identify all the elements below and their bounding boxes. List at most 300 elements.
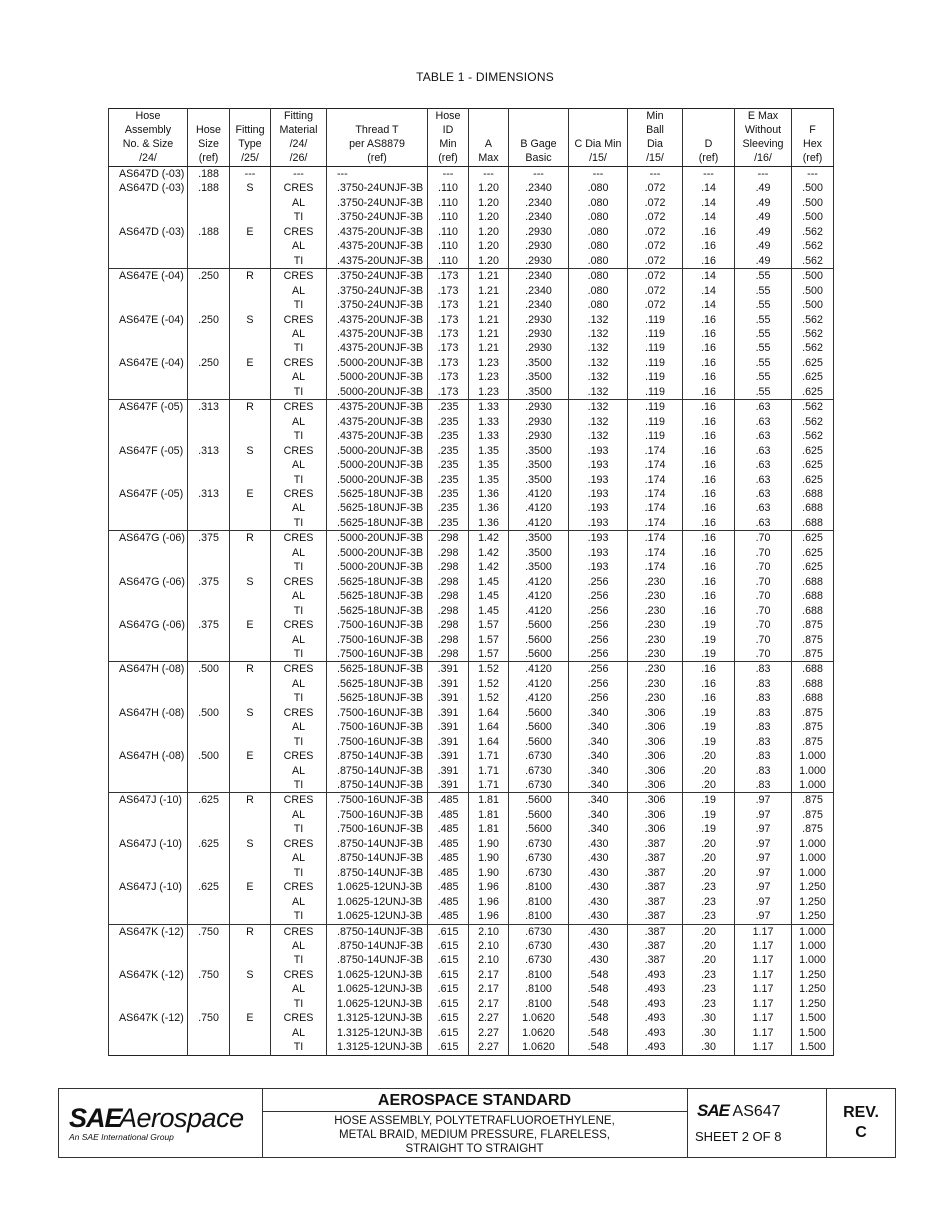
table-cell: 1.000	[792, 924, 834, 939]
table-cell: .230	[628, 589, 683, 603]
table-cell: AL	[271, 677, 327, 691]
table-cell: 1.81	[469, 793, 509, 808]
table-cell: .306	[628, 764, 683, 778]
logo-aerospace-text: Aerospace	[119, 1103, 244, 1133]
table-cell: .562	[792, 313, 834, 327]
table-row	[109, 429, 834, 443]
column-header	[569, 109, 628, 167]
table-cell: .5600	[509, 720, 569, 734]
table-cell: .7500-16UNJF-3B	[327, 735, 428, 749]
table-cell: R	[230, 793, 271, 808]
table-cell: .230	[628, 604, 683, 618]
table-row	[109, 982, 834, 996]
table-cell: .235	[428, 429, 469, 443]
table-cell: .119	[628, 327, 683, 341]
table-cell: E	[230, 356, 271, 370]
table-cell: .14	[683, 298, 735, 312]
table-row	[109, 167, 834, 182]
table-cell: .230	[628, 677, 683, 691]
table-cell	[188, 501, 230, 515]
table-cell: 1.250	[792, 880, 834, 894]
table-cell: 1.23	[469, 356, 509, 370]
table-cell: CRES	[271, 793, 327, 808]
table-cell: AL	[271, 1026, 327, 1040]
table-cell: .2340	[509, 181, 569, 195]
table-cell: .615	[428, 1011, 469, 1025]
column-header	[188, 109, 230, 167]
table-cell: R	[230, 662, 271, 677]
table-cell	[188, 866, 230, 880]
table-cell	[230, 633, 271, 647]
table-cell: .173	[428, 341, 469, 355]
table-cell: CRES	[271, 880, 327, 894]
table-cell: .387	[628, 924, 683, 939]
table-cell: .55	[735, 370, 792, 384]
table-cell: .562	[792, 254, 834, 269]
table-cell: TI	[271, 254, 327, 269]
table-cell: .313	[188, 400, 230, 415]
column-header-line: /16/	[754, 152, 772, 164]
table-cell: 1.90	[469, 851, 509, 865]
table-cell: 1.17	[735, 953, 792, 967]
table-cell	[230, 210, 271, 224]
table-cell: .072	[628, 181, 683, 195]
table-cell: .5000-20UNJF-3B	[327, 370, 428, 384]
table-cell: .875	[792, 706, 834, 720]
table-cell: TI	[271, 341, 327, 355]
table-cell: .16	[683, 356, 735, 370]
table-row	[109, 647, 834, 662]
table-cell: .615	[428, 1040, 469, 1055]
table-cell	[230, 895, 271, 909]
table-cell: .072	[628, 254, 683, 269]
table-cell: 1.250	[792, 895, 834, 909]
table-cell: .8750-14UNJF-3B	[327, 749, 428, 763]
table-cell: ---	[271, 167, 327, 182]
table-cell	[109, 501, 188, 515]
table-cell: .16	[683, 400, 735, 415]
table-cell: 1.3125-12UNJ-3B	[327, 1040, 428, 1055]
table-cell: AL	[271, 982, 327, 996]
table-cell: .875	[792, 793, 834, 808]
table-cell: .4375-20UNJF-3B	[327, 341, 428, 355]
table-cell: .83	[735, 691, 792, 705]
table-cell: .173	[428, 269, 469, 284]
table-cell: .688	[792, 677, 834, 691]
table-cell: .391	[428, 720, 469, 734]
table-cell: .7500-16UNJF-3B	[327, 720, 428, 734]
table-cell: .625	[188, 837, 230, 851]
column-header	[327, 109, 428, 167]
table-cell: .63	[735, 473, 792, 487]
table-cell	[230, 254, 271, 269]
table-cell	[109, 239, 188, 253]
column-header-line: Without	[744, 124, 782, 136]
table-cell	[230, 196, 271, 210]
table-cell: .23	[683, 997, 735, 1011]
column-header	[735, 109, 792, 167]
table-cell: .4375-20UNJF-3B	[327, 400, 428, 415]
table-cell: .16	[683, 415, 735, 429]
table-cell	[109, 677, 188, 691]
table-cell	[109, 415, 188, 429]
table-cell: .625	[792, 444, 834, 458]
table-cell: .173	[428, 385, 469, 400]
table-cell	[109, 633, 188, 647]
table-cell	[109, 953, 188, 967]
table-cell: .110	[428, 196, 469, 210]
table-cell: AL	[271, 939, 327, 953]
table-cell: CRES	[271, 968, 327, 982]
table-cell: .072	[628, 284, 683, 298]
table-cell	[230, 516, 271, 531]
table-cell	[188, 982, 230, 996]
table-cell: .5600	[509, 618, 569, 632]
table-cell: .23	[683, 895, 735, 909]
column-header	[230, 109, 271, 167]
table-row	[109, 968, 834, 982]
table-row	[109, 866, 834, 880]
table-cell: .250	[188, 356, 230, 370]
table-cell: .256	[569, 633, 628, 647]
table-cell: .20	[683, 749, 735, 763]
table-cell: .5000-20UNJF-3B	[327, 546, 428, 560]
table-cell: .340	[569, 822, 628, 836]
table-cell: .5000-20UNJF-3B	[327, 531, 428, 546]
table-cell: .3500	[509, 385, 569, 400]
column-header-line: A	[484, 138, 493, 150]
table-cell: 1.17	[735, 997, 792, 1011]
table-cell: .5600	[509, 822, 569, 836]
table-cell: .375	[188, 531, 230, 546]
table-cell: AL	[271, 808, 327, 822]
column-header-line: /15/	[589, 152, 607, 164]
table-cell	[188, 764, 230, 778]
table-cell: TI	[271, 1040, 327, 1055]
table-cell: .2930	[509, 341, 569, 355]
table-cell: 1.52	[469, 662, 509, 677]
table-cell: .6730	[509, 866, 569, 880]
table-cell	[188, 691, 230, 705]
table-cell: .70	[735, 604, 792, 618]
table-cell: .485	[428, 909, 469, 924]
table-cell: 1.17	[735, 1026, 792, 1040]
table-cell	[188, 254, 230, 269]
standard-heading: AEROSPACE STANDARD	[262, 1089, 687, 1112]
table-cell	[188, 327, 230, 341]
table-cell: .2930	[509, 254, 569, 269]
table-cell: .387	[628, 880, 683, 894]
table-cell	[109, 691, 188, 705]
table-cell	[230, 953, 271, 967]
sae-aerospace-logo	[59, 1089, 263, 1157]
table-cell: .4375-20UNJF-3B	[327, 225, 428, 239]
table-cell: 1.64	[469, 706, 509, 720]
table-cell: .298	[428, 560, 469, 574]
table-cell: .8750-14UNJF-3B	[327, 953, 428, 967]
table-cell	[109, 385, 188, 400]
table-cell: TI	[271, 647, 327, 662]
table-row	[109, 895, 834, 909]
table-cell: S	[230, 313, 271, 327]
table-cell	[188, 778, 230, 793]
table-cell: .19	[683, 808, 735, 822]
table-cell: .080	[569, 254, 628, 269]
table-cell: 1.000	[792, 939, 834, 953]
table-cell: .387	[628, 953, 683, 967]
table-cell	[188, 735, 230, 749]
column-header-line: Type	[238, 138, 262, 150]
table-cell: .562	[792, 415, 834, 429]
table-cell	[230, 458, 271, 472]
table-cell: .3500	[509, 531, 569, 546]
table-cell: ---	[569, 167, 628, 182]
table-cell: .298	[428, 589, 469, 603]
table-cell	[230, 822, 271, 836]
table-cell: .110	[428, 181, 469, 195]
table-row	[109, 370, 834, 384]
table-cell: .8750-14UNJF-3B	[327, 837, 428, 851]
table-cell	[230, 1026, 271, 1040]
table-cell: .110	[428, 225, 469, 239]
table-cell: .3500	[509, 356, 569, 370]
table-row	[109, 677, 834, 691]
table-cell: CRES	[271, 181, 327, 195]
table-cell: 2.27	[469, 1011, 509, 1025]
table-cell: .391	[428, 691, 469, 705]
table-cell: .3750-24UNJF-3B	[327, 196, 428, 210]
table-cell: .83	[735, 735, 792, 749]
table-cell: .485	[428, 880, 469, 894]
table-cell: .173	[428, 284, 469, 298]
table-cell: .615	[428, 924, 469, 939]
document-title	[262, 1112, 687, 1156]
table-cell: .19	[683, 735, 735, 749]
column-header-line: Fitting	[283, 110, 314, 122]
table-cell: .193	[569, 444, 628, 458]
table-row	[109, 341, 834, 355]
table-cell: .63	[735, 400, 792, 415]
table-cell: .298	[428, 618, 469, 632]
column-header-line: Min	[439, 138, 457, 150]
table-cell: AL	[271, 895, 327, 909]
table-cell: .3750-24UNJF-3B	[327, 269, 428, 284]
table-cell: 1.21	[469, 298, 509, 312]
table-cell: .688	[792, 501, 834, 515]
column-header	[683, 109, 735, 167]
table-cell: .14	[683, 284, 735, 298]
column-header-line: B Gage	[520, 138, 557, 150]
table-cell: .23	[683, 968, 735, 982]
table-cell: .2930	[509, 400, 569, 415]
table-cell: .19	[683, 633, 735, 647]
table-cell: .306	[628, 778, 683, 793]
table-cell: .256	[569, 647, 628, 662]
table-cell: ---	[230, 167, 271, 182]
table-cell: .306	[628, 749, 683, 763]
table-cell: TI	[271, 560, 327, 574]
table-cell	[188, 808, 230, 822]
logo-subtitle: An SAE International Group	[69, 1132, 174, 1142]
table-cell: .3500	[509, 458, 569, 472]
table-cell: AS647G (-06)	[109, 531, 188, 546]
table-cell	[188, 909, 230, 924]
table-cell: .3500	[509, 444, 569, 458]
title-block	[58, 1088, 896, 1158]
table-row	[109, 939, 834, 953]
table-cell: .14	[683, 181, 735, 195]
table-cell: S	[230, 837, 271, 851]
table-cell: 1.64	[469, 735, 509, 749]
table-cell: TI	[271, 691, 327, 705]
table-cell	[109, 341, 188, 355]
table-cell: .55	[735, 327, 792, 341]
table-cell: .750	[188, 924, 230, 939]
table-row	[109, 851, 834, 865]
table-cell: .70	[735, 546, 792, 560]
column-header	[628, 109, 683, 167]
table-cell: .256	[569, 604, 628, 618]
table-cell: 1.000	[792, 851, 834, 865]
table-cell: .3750-24UNJF-3B	[327, 181, 428, 195]
table-cell: .430	[569, 953, 628, 967]
table-cell: 1.71	[469, 764, 509, 778]
table-cell	[188, 560, 230, 574]
table-cell: .430	[569, 895, 628, 909]
table-cell	[230, 560, 271, 574]
table-cell: .7500-16UNJF-3B	[327, 647, 428, 662]
table-cell: TI	[271, 429, 327, 443]
table-cell: .6730	[509, 837, 569, 851]
table-cell: .174	[628, 546, 683, 560]
table-cell: .63	[735, 501, 792, 515]
table-cell: .20	[683, 851, 735, 865]
table-cell	[188, 429, 230, 443]
table-cell: ---	[792, 167, 834, 182]
table-cell: 2.10	[469, 939, 509, 953]
table-cell	[188, 458, 230, 472]
table-cell: TI	[271, 778, 327, 793]
table-cell: .132	[569, 385, 628, 400]
table-cell: .83	[735, 720, 792, 734]
table-cell: 1.250	[792, 968, 834, 982]
table-cell: 1.36	[469, 516, 509, 531]
table-cell: 1.52	[469, 691, 509, 705]
table-cell: AS647K (-12)	[109, 1011, 188, 1025]
table-cell: R	[230, 269, 271, 284]
table-cell: .193	[569, 458, 628, 472]
table-cell: AL	[271, 327, 327, 341]
table-cell: .298	[428, 633, 469, 647]
table-cell: .188	[188, 167, 230, 182]
table-cell: AS647F (-05)	[109, 444, 188, 458]
table-cell: 1.17	[735, 1040, 792, 1055]
table-cell	[109, 720, 188, 734]
column-header-line: ID	[442, 124, 454, 136]
table-cell: AS647E (-04)	[109, 313, 188, 327]
table-cell: 1.17	[735, 1011, 792, 1025]
table-cell: .8100	[509, 982, 569, 996]
table-cell: AL	[271, 546, 327, 560]
table-row	[109, 618, 834, 632]
column-header-line: /24/	[289, 138, 308, 150]
table-cell: .500	[792, 210, 834, 224]
table-cell: .193	[569, 546, 628, 560]
table-cell: 1.0625-12UNJ-3B	[327, 982, 428, 996]
table-cell: AL	[271, 415, 327, 429]
table-cell: .5625-18UNJF-3B	[327, 662, 428, 677]
table-cell: .080	[569, 239, 628, 253]
table-cell: .83	[735, 764, 792, 778]
table-cell: .8750-14UNJF-3B	[327, 924, 428, 939]
table-cell: .548	[569, 982, 628, 996]
table-cell: ---	[327, 167, 428, 182]
table-cell: CRES	[271, 269, 327, 284]
table-row	[109, 313, 834, 327]
table-cell: 1.500	[792, 1011, 834, 1025]
table-cell: .340	[569, 793, 628, 808]
table-cell: .5000-20UNJF-3B	[327, 560, 428, 574]
table-cell: 1.23	[469, 370, 509, 384]
table-cell: CRES	[271, 837, 327, 851]
table-cell: E	[230, 487, 271, 501]
revision-cell	[826, 1089, 896, 1157]
table-cell: .298	[428, 647, 469, 662]
table-cell: CRES	[271, 400, 327, 415]
table-cell: 1.0625-12UNJ-3B	[327, 909, 428, 924]
table-cell: AS647F (-05)	[109, 400, 188, 415]
table-cell: .83	[735, 778, 792, 793]
table-cell: 1.000	[792, 778, 834, 793]
table-cell: ---	[469, 167, 509, 182]
table-cell: 1.90	[469, 837, 509, 851]
table-cell	[188, 341, 230, 355]
table-cell: .3500	[509, 560, 569, 574]
table-cell: .132	[569, 356, 628, 370]
table-cell: .313	[188, 444, 230, 458]
table-cell: .7500-16UNJF-3B	[327, 822, 428, 836]
table-cell	[188, 953, 230, 967]
table-cell: .430	[569, 939, 628, 953]
table-cell: .562	[792, 327, 834, 341]
table-cell: .5600	[509, 793, 569, 808]
table-cell	[109, 895, 188, 909]
table-row	[109, 269, 834, 284]
table-cell: .072	[628, 196, 683, 210]
table-cell	[230, 778, 271, 793]
table-cell: .8750-14UNJF-3B	[327, 851, 428, 865]
table-cell: .63	[735, 516, 792, 531]
table-cell: .2340	[509, 210, 569, 224]
table-cell: .7500-16UNJF-3B	[327, 633, 428, 647]
revision-value: C	[855, 1124, 867, 1141]
table-cell: .485	[428, 851, 469, 865]
table-cell: .387	[628, 851, 683, 865]
table-cell: .20	[683, 778, 735, 793]
table-row	[109, 444, 834, 458]
column-header-line: Size	[198, 138, 219, 150]
table-cell: .230	[628, 662, 683, 677]
table-cell: .387	[628, 939, 683, 953]
table-cell: AS647H (-08)	[109, 749, 188, 763]
table-cell	[188, 997, 230, 1011]
table-cell: .256	[569, 618, 628, 632]
table-cell: .70	[735, 633, 792, 647]
table-cell: .493	[628, 1026, 683, 1040]
table-cell	[188, 1040, 230, 1055]
table-cell	[109, 589, 188, 603]
table-cell: .119	[628, 385, 683, 400]
